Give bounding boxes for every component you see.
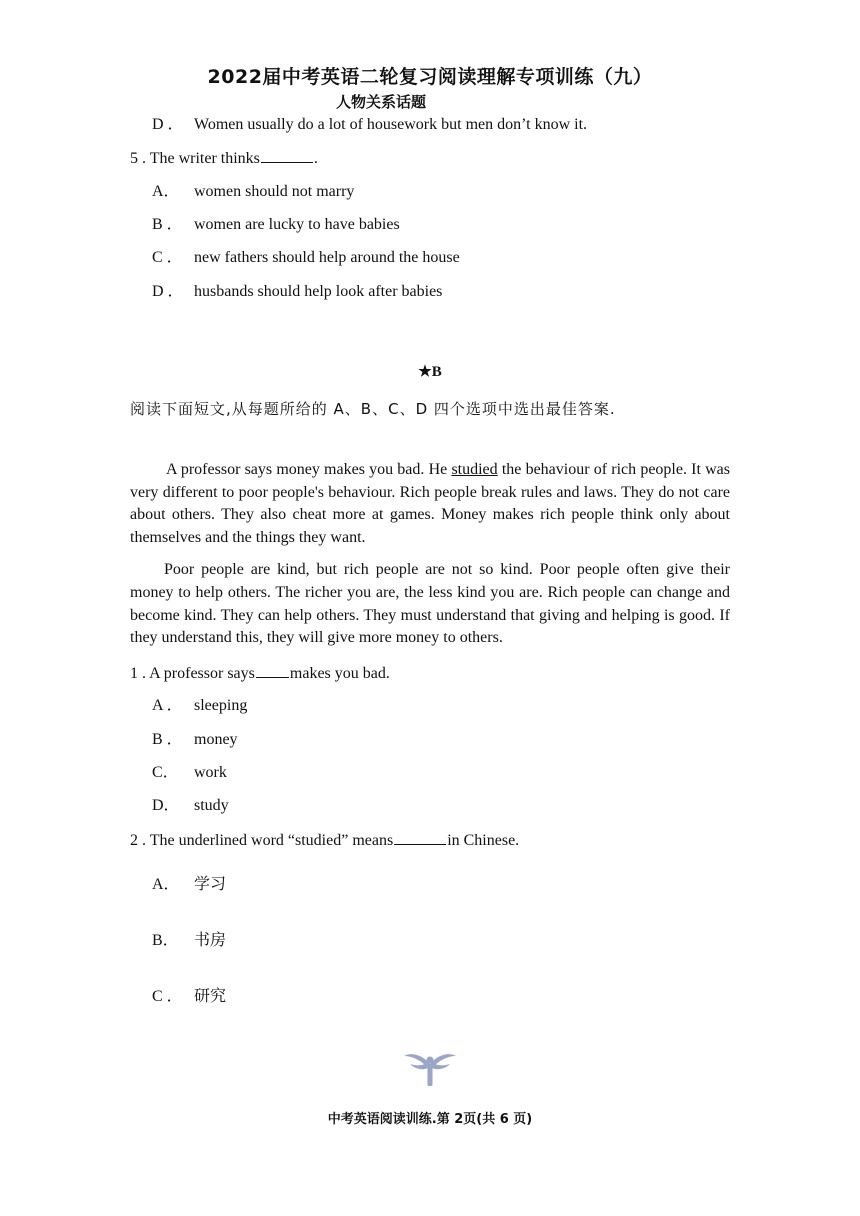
option-text: Women usually do a lot of housework but men don’t know it. [194, 116, 588, 133]
option-letter: B． [152, 932, 179, 949]
option-text: 学习 [194, 874, 227, 893]
question-5 [130, 148, 318, 169]
option-text: money [194, 731, 238, 748]
q2-option-a [152, 874, 226, 895]
option-letter: B ． [152, 216, 183, 233]
passage-paragraph-2: Poor people are kind, but rich people are not so kind. Poor people often give their money to help others. The richer you are, the less kind you are. Rich people can change and become kind. They can help others. They must understand that giving and helping is good. If they understand this, they will give more money to others. [130, 561, 730, 647]
question-1 [130, 663, 390, 684]
passage-text: A professor says money makes you bad. He [166, 461, 452, 478]
answer-blank [394, 830, 446, 845]
option-letter: A． [152, 876, 180, 893]
option-letter: A ． [152, 697, 183, 714]
question-2 [130, 830, 519, 851]
section-marker: ★B [418, 364, 442, 380]
reading-passage [130, 459, 730, 650]
option-letter: A． [152, 183, 180, 200]
passage-text: the behaviour of rich people. It was very different to poor people's behaviour. Rich people break rules and laws. They do not care about others. They also cheat more at games. Money makes rich people think only about themselves and the things they want. [130, 461, 730, 546]
option-text: women are lucky to have babies [194, 216, 400, 233]
option-letter: C ． [152, 988, 183, 1005]
option-text: sleeping [194, 697, 248, 714]
q2-option-b [152, 930, 226, 951]
question-stem-end: . [313, 150, 318, 167]
option-text: work [194, 764, 227, 781]
question-stem-end: in Chinese. [447, 832, 520, 849]
question-stem: 2 . The underlined word “studied” means [130, 832, 394, 849]
option-letter: C． [152, 764, 179, 781]
publisher-logo-icon [404, 1050, 456, 1088]
q5-option-d [152, 282, 442, 302]
option-text: 研究 [194, 986, 227, 1005]
passage-paragraph-1 [130, 459, 730, 549]
question-stem-end: makes you bad. [289, 665, 390, 682]
question-stem: 5 . The writer thinks [130, 150, 260, 167]
q1-option-a [152, 696, 247, 716]
option-text: women should not marry [194, 183, 355, 200]
option-text: study [194, 797, 229, 814]
answer-blank [256, 663, 289, 678]
underlined-word: studied [451, 461, 498, 478]
option-letter: D． [152, 797, 180, 814]
option-d-prev [152, 115, 587, 135]
q5-option-b [152, 215, 400, 235]
option-text: new fathers should help around the house [194, 249, 460, 266]
q1-option-d [152, 796, 229, 816]
option-letter: B ． [152, 731, 183, 748]
option-text: 书房 [194, 930, 227, 949]
instructions: 阅读下面短文,从每题所给的 A、B、C、D 四个选项中选出最佳答案. [130, 400, 616, 418]
option-letter: D ． [152, 283, 184, 300]
q2-option-c [152, 986, 226, 1007]
answer-blank [261, 148, 313, 163]
q1-option-b [152, 730, 238, 750]
q5-option-c [152, 248, 460, 268]
option-letter: C ． [152, 249, 183, 266]
q1-option-c [152, 763, 227, 783]
page-footer: 中考英语阅读训练.第 2页(共 6 页) [327, 1112, 533, 1127]
page-title: 2022届中考英语二轮复习阅读理解专项训练（九） [207, 66, 653, 88]
option-text: husbands should help look after babies [194, 283, 443, 300]
page-subtitle: 人物关系话题 [336, 93, 427, 111]
question-stem: 1 . A professor says [130, 665, 255, 682]
q5-option-a [152, 182, 354, 202]
option-letter: D ． [152, 116, 184, 133]
